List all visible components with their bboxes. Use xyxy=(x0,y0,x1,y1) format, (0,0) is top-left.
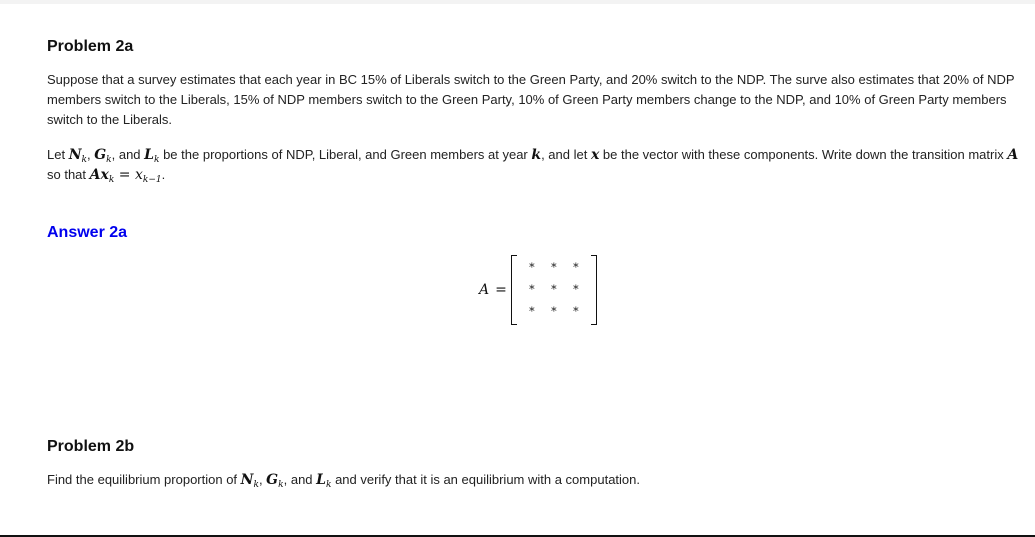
matrix-cell: * xyxy=(529,305,535,318)
math-x: x xyxy=(590,147,600,163)
math-g-k: $G_k$ xyxy=(94,147,112,165)
math-x-k-minus-1: $x_{k-1}$ xyxy=(134,167,162,185)
math-l-k: $L_k$ xyxy=(144,147,160,165)
math-n-k: $N_k$ xyxy=(240,472,259,490)
matrix-cell: * xyxy=(573,261,579,274)
problem-2a-instructions xyxy=(47,145,1022,185)
transition-matrix xyxy=(479,255,597,325)
text-let-x: , and let xyxy=(541,147,591,162)
math-l-k: $L_k$ xyxy=(316,472,332,490)
text-find: Find the equilibrium proportion of xyxy=(47,472,241,487)
math-a: A xyxy=(1007,147,1019,163)
text-comma: , xyxy=(86,147,95,162)
matrix-cell: * xyxy=(551,283,557,296)
text-comma: , xyxy=(258,472,267,487)
math-n-k: $N_k$ xyxy=(68,147,87,165)
text-and: , and xyxy=(111,147,145,162)
matrix-label: A xyxy=(479,282,490,298)
matrix-cell: * xyxy=(551,305,557,318)
text-verify: and verify that it is an equilibrium with a computation. xyxy=(331,472,640,487)
problem-2a-title: Problem 2a xyxy=(47,38,134,55)
text-vector: be the vector with these components. Write down the transition matrix xyxy=(599,147,1008,162)
text-so-that: so that xyxy=(47,167,90,182)
matrix-cell: * xyxy=(573,283,579,296)
matrix-cell: * xyxy=(551,261,557,274)
matrix-grid xyxy=(517,257,591,323)
text-period: . xyxy=(161,167,166,182)
problem-2a-paragraph: Suppose that a survey estimates that each year in BC 15% of Liberals switch to the Green Party, and 20% switch to the NDP. The surve also estimates that 20% of NDP members switch to the Liberals, 15% of NDP members switch to the Green Party, 10% of Green Party members change to the NDP, and 10% of Green Party members switch to the Liberals. xyxy=(47,72,1015,127)
matrix-cell: * xyxy=(529,283,535,296)
matrix-cell: * xyxy=(573,305,579,318)
math-equals: = xyxy=(114,167,135,183)
text-and: , and xyxy=(283,472,317,487)
text-let: Let xyxy=(47,147,69,162)
top-divider xyxy=(0,0,1035,4)
math-k: k xyxy=(531,147,542,163)
matrix-right-bracket xyxy=(591,255,597,325)
math-equation: $Ax_k$ xyxy=(89,167,115,185)
matrix-equals: = xyxy=(495,282,507,298)
problem-2b-title: Problem 2b xyxy=(47,438,135,455)
text-proportions: be the proportions of NDP, Liberal, and Green members at year xyxy=(159,147,532,162)
answer-2a-title: Answer 2a xyxy=(47,224,128,241)
matrix-cell: * xyxy=(529,261,535,274)
math-g-k: $G_k$ xyxy=(266,472,284,490)
problem-2b-paragraph xyxy=(47,470,1022,490)
